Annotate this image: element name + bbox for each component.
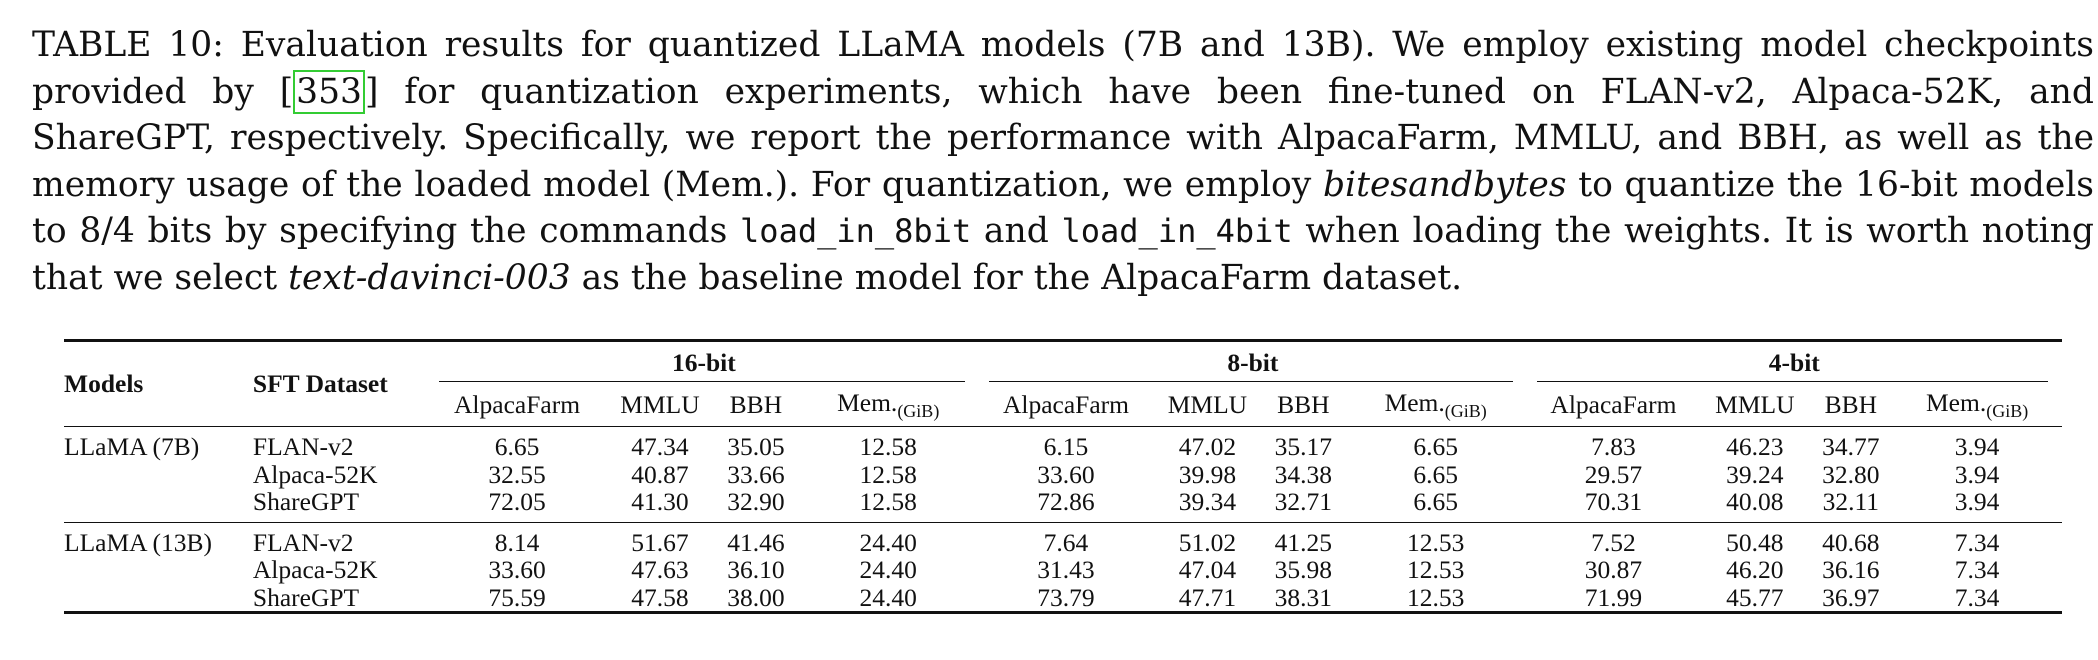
- value-cell: 46.23: [1726, 432, 1784, 461]
- value-cell: 38.31: [1274, 582, 1333, 612]
- value-cell: 32.90: [727, 487, 785, 516]
- header-sft-dataset: SFT Dataset: [252, 369, 388, 398]
- caption-text-2: ] for quantization experiments, which have been fine-tuned on FLAN-v2, Alpaca-52K, and ShareGPT, respectively. Specifically, we report the performance with AlpacaFarm, MMLU, and BBH, as well as the memory usage of the loaded model (Mem.). For quantization, we employ: [32, 71, 2094, 205]
- header-metric: BBH: [1277, 390, 1330, 419]
- model-cell: LLaMA (7B): [64, 432, 200, 461]
- value-cell: 46.20: [1726, 555, 1784, 584]
- table-caption: [32, 22, 2094, 301]
- dataset-cell: FLAN-v2: [252, 527, 354, 557]
- value-cell: 38.00: [727, 582, 785, 612]
- value-cell: 50.48: [1726, 527, 1784, 557]
- value-cell: 7.52: [1591, 527, 1636, 557]
- value-cell: 34.38: [1274, 459, 1333, 489]
- value-cell: 47.58: [631, 582, 689, 612]
- value-cell: 39.34: [1178, 487, 1237, 516]
- value-cell: 75.59: [488, 582, 546, 612]
- caption-text-3: to quantize the 16-bit models to 8/4 bits by specifying the commands: [32, 164, 2094, 251]
- value-cell: 8.14: [494, 527, 540, 557]
- value-cell: 7.34: [1954, 582, 2000, 612]
- value-cell: 3.94: [1954, 487, 2000, 516]
- value-cell: 30.87: [1584, 555, 1643, 584]
- value-cell: 31.43: [1037, 555, 1095, 584]
- value-cell: 32.11: [1822, 487, 1880, 516]
- results-table: [64, 339, 2062, 614]
- model-cell: [64, 488, 253, 516]
- value-cell: 45.77: [1726, 582, 1784, 612]
- value-cell: 6.15: [1043, 432, 1089, 461]
- value-cell: 12.58: [859, 487, 917, 516]
- header-metric: BBH: [729, 390, 783, 419]
- caption-label: TABLE 10:: [32, 25, 224, 65]
- value-cell: 36.10: [727, 555, 785, 584]
- header-metric-mem: $Mem._{(GiB)}$: [1384, 388, 1487, 421]
- value-cell: 47.63: [631, 555, 689, 584]
- value-cell: 47.71: [1178, 582, 1237, 612]
- header-metric-mem: $Mem._{(GiB)}$: [1926, 388, 2029, 421]
- caption-text-6: as the baseline model for the AlpacaFarm dataset.: [570, 257, 1463, 298]
- header-metric: AlpacaFarm: [454, 390, 581, 419]
- value-cell: 70.31: [1584, 487, 1643, 516]
- value-cell: 29.57: [1584, 459, 1643, 489]
- value-cell: 32.55: [488, 459, 546, 489]
- header-metric: MMLU: [1715, 390, 1795, 419]
- value-cell: 6.65: [1413, 459, 1458, 489]
- value-cell: 71.99: [1584, 582, 1643, 612]
- value-cell: 24.40: [859, 582, 917, 612]
- header-metric-mem: $Mem._{(GiB)}$: [837, 388, 940, 421]
- value-cell: 7.64: [1043, 527, 1089, 557]
- value-cell: 35.05: [727, 432, 785, 461]
- value-cell: 33.60: [488, 555, 546, 584]
- value-cell: 40.08: [1726, 487, 1784, 516]
- value-cell: 41.46: [727, 527, 785, 557]
- value-cell: 41.30: [631, 487, 689, 516]
- caption-text-1: Evaluation results for quantized LLaMA models (7B and 13B). We employ existing model checkpoints provided by [: [32, 25, 2094, 112]
- value-cell: 12.53: [1406, 527, 1465, 557]
- header-group-8bit: 8-bit: [979, 341, 1526, 385]
- value-cell: 39.24: [1726, 459, 1784, 489]
- value-cell: 72.05: [488, 487, 546, 516]
- table-row: [64, 488, 2062, 516]
- table-row: [64, 529, 2062, 557]
- value-cell: 34.77: [1822, 432, 1880, 461]
- value-cell: 6.65: [494, 432, 540, 461]
- value-cell: 51.02: [1178, 527, 1237, 557]
- value-cell: 51.67: [631, 527, 689, 557]
- command-8bit: load_in_8bit: [740, 212, 972, 250]
- header-metric: MMLU: [1167, 390, 1248, 419]
- header-group-4bit: 4-bit: [1527, 341, 2062, 385]
- value-cell: 47.34: [631, 432, 689, 461]
- dataset-cell: FLAN-v2: [252, 432, 354, 461]
- header-metric: MMLU: [620, 390, 700, 419]
- command-4bit: load_in_4bit: [1061, 212, 1293, 250]
- value-cell: 7.83: [1591, 432, 1636, 461]
- value-cell: 3.94: [1954, 432, 2000, 461]
- value-cell: 33.66: [727, 459, 785, 489]
- value-cell: 12.53: [1406, 582, 1465, 612]
- header-metric: AlpacaFarm: [1002, 390, 1129, 419]
- header-metric: BBH: [1824, 390, 1878, 419]
- table-row: [64, 584, 2062, 613]
- dataset-cell: ShareGPT: [252, 582, 360, 612]
- model-cell: [64, 461, 253, 489]
- value-cell: 73.79: [1037, 582, 1095, 612]
- model-cell: LLaMA (13B): [64, 527, 213, 557]
- value-cell: 32.80: [1822, 459, 1880, 489]
- value-cell: 40.68: [1822, 527, 1880, 557]
- value-cell: 35.98: [1274, 555, 1333, 584]
- value-cell: 12.58: [859, 459, 917, 489]
- library-name: bitesandbytes: [1322, 164, 1567, 205]
- value-cell: 40.87: [631, 459, 689, 489]
- value-cell: 72.86: [1037, 487, 1095, 516]
- table-body: [64, 427, 2062, 613]
- dataset-cell: ShareGPT: [252, 487, 360, 516]
- value-cell: 24.40: [859, 527, 917, 557]
- value-cell: 39.98: [1178, 459, 1237, 489]
- value-cell: 3.94: [1954, 459, 2000, 489]
- model-cell: [64, 556, 253, 584]
- table-row: [64, 461, 2062, 489]
- value-cell: 6.65: [1413, 432, 1458, 461]
- value-cell: 7.34: [1954, 555, 2000, 584]
- header-metric: AlpacaFarm: [1550, 390, 1677, 419]
- table-row: [64, 556, 2062, 584]
- value-cell: 12.53: [1406, 555, 1465, 584]
- value-cell: 12.58: [859, 432, 917, 461]
- header-row-groups: [64, 341, 2062, 385]
- baseline-model: text-davinci-003: [288, 257, 571, 298]
- header-group-16bit: 16-bit: [429, 341, 979, 385]
- dataset-cell: Alpaca-52K: [252, 459, 378, 489]
- value-cell: 35.17: [1274, 432, 1333, 461]
- value-cell: 32.71: [1274, 487, 1333, 516]
- value-cell: 47.02: [1178, 432, 1237, 461]
- value-cell: 24.40: [859, 555, 917, 584]
- value-cell: 41.25: [1274, 527, 1333, 557]
- value-cell: 36.16: [1822, 555, 1880, 584]
- citation-link[interactable]: 353: [293, 70, 365, 114]
- header-models: Models: [64, 369, 144, 398]
- value-cell: 33.60: [1037, 459, 1095, 489]
- model-cell: [64, 584, 253, 613]
- caption-text-4: and: [971, 211, 1062, 251]
- value-cell: 47.04: [1178, 555, 1237, 584]
- value-cell: 7.34: [1954, 527, 2000, 557]
- table-row: [64, 433, 2062, 461]
- value-cell: 6.65: [1413, 487, 1458, 516]
- caption-text-5: when loading the weights. It is worth noting that we select: [32, 211, 2095, 298]
- value-cell: 36.97: [1822, 582, 1880, 612]
- dataset-cell: Alpaca-52K: [252, 555, 378, 584]
